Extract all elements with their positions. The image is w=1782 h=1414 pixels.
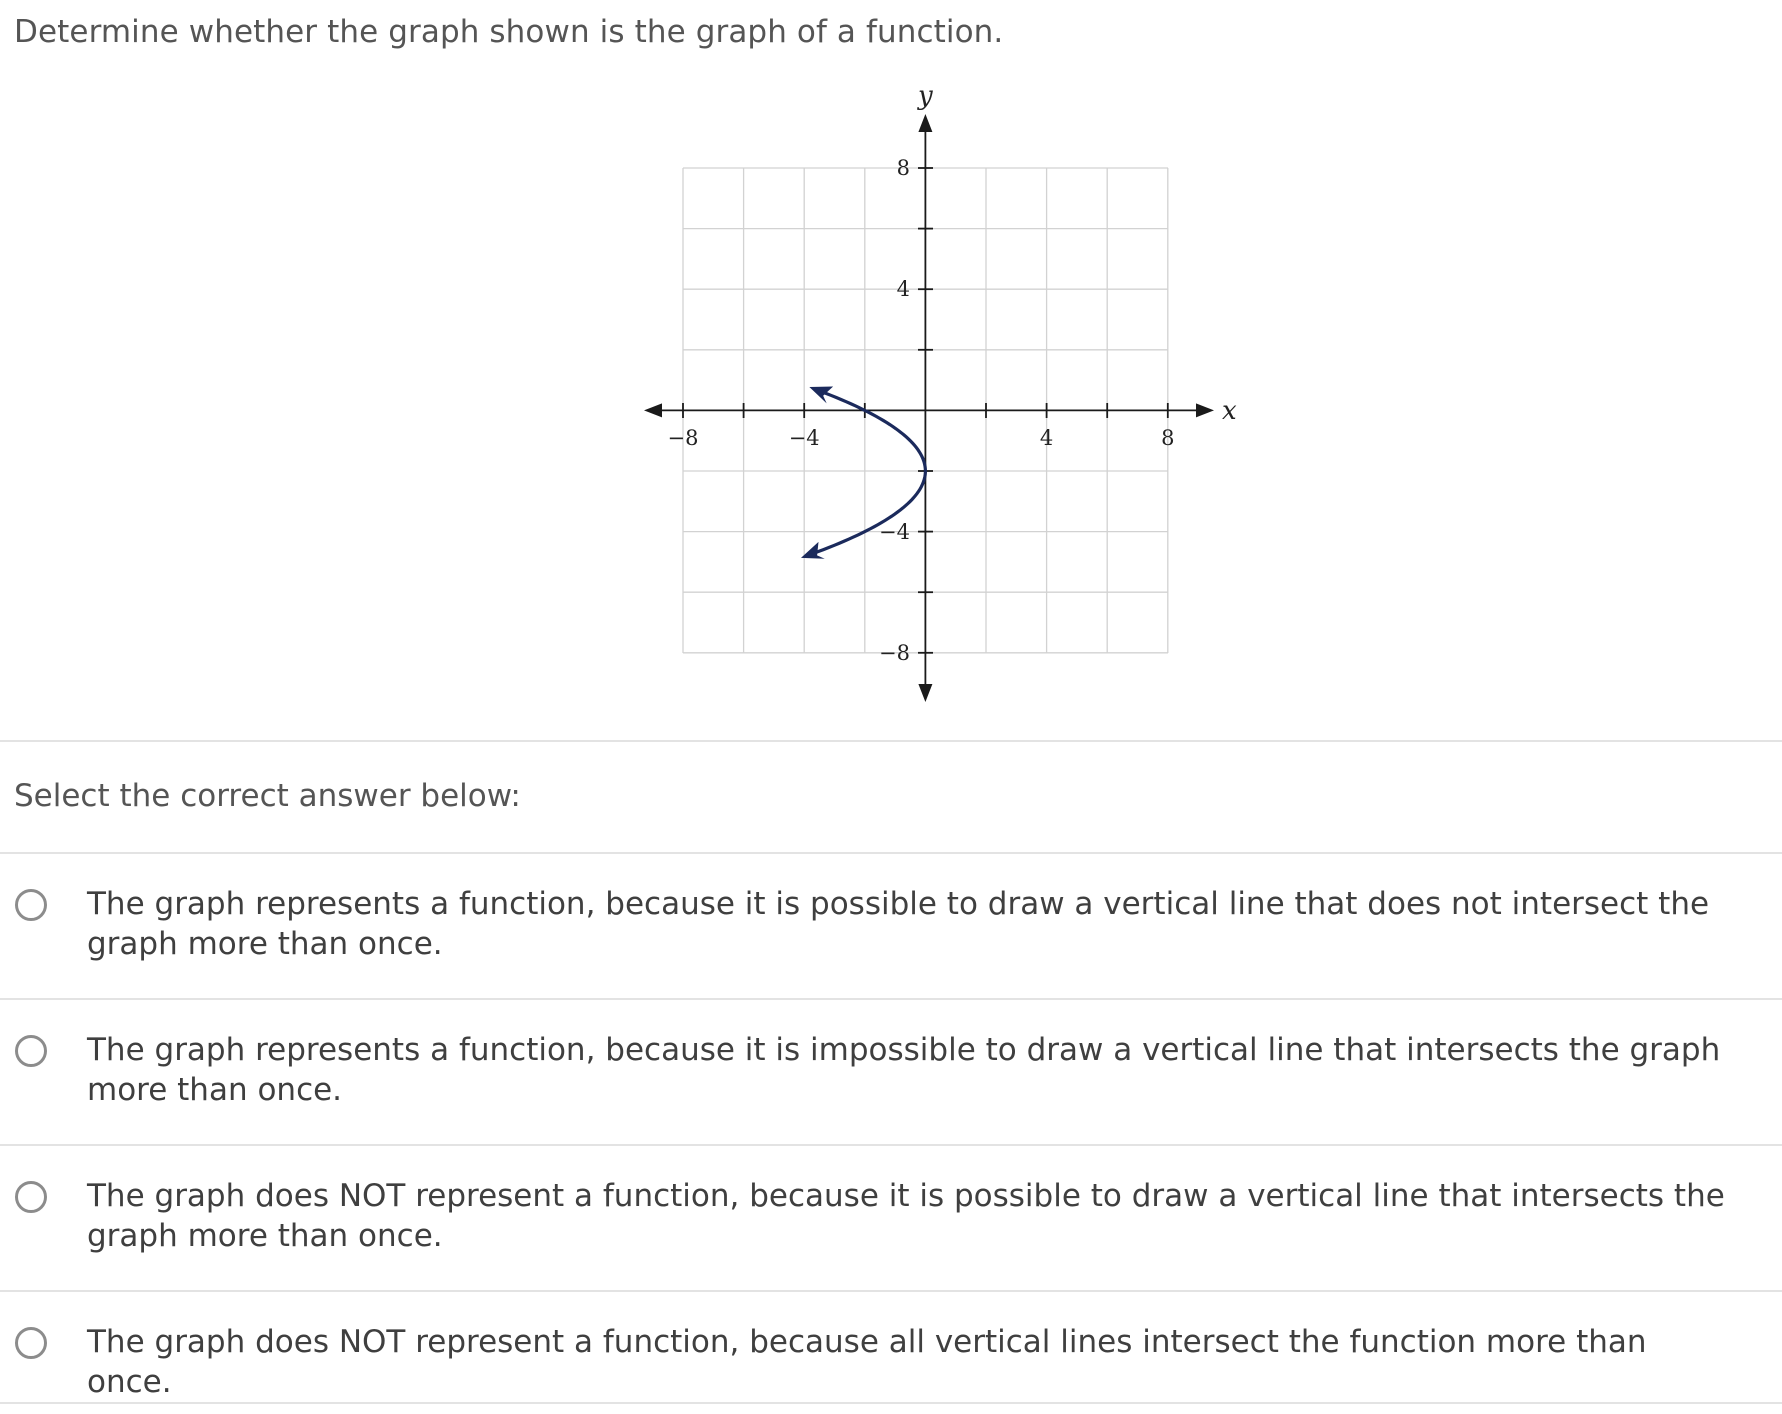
radio-button[interactable] xyxy=(15,889,47,921)
answer-option-3[interactable] xyxy=(0,1172,1782,1290)
divider xyxy=(0,1290,1782,1292)
y-tick-label: −4 xyxy=(879,520,910,544)
option-label: The graph does NOT represent a function, because all vertical lines intersect the function more than once. xyxy=(87,1324,1647,1400)
option-label: The graph represents a function, because it is impossible to draw a vertical line that intersects the graph more than once. xyxy=(87,1032,1721,1108)
x-tick-label: −4 xyxy=(788,426,820,450)
divider xyxy=(0,1144,1782,1146)
y-axis-bottom-arrow xyxy=(918,684,932,702)
x-axis-left-arrow xyxy=(644,403,662,417)
answer-option-1[interactable] xyxy=(0,880,1782,998)
tick-labels xyxy=(668,88,1237,665)
radio-button[interactable] xyxy=(15,1327,47,1359)
x-tick-label: −8 xyxy=(667,426,699,450)
divider xyxy=(0,998,1782,1000)
x-tick-label: 8 xyxy=(1161,426,1175,450)
option-label: The graph represents a function, because it is possible to draw a vertical line that does not intersect the graph more than once. xyxy=(87,886,1710,962)
answer-option-2[interactable] xyxy=(0,1026,1782,1144)
axes xyxy=(644,114,1214,702)
y-tick-label: −8 xyxy=(879,641,910,665)
y-tick-label: 4 xyxy=(896,277,910,301)
y-axis-top-arrow xyxy=(918,114,932,132)
answer-prompt: Select the correct answer below: xyxy=(14,778,521,814)
x-axis-label: x xyxy=(1222,396,1237,426)
y-axis-label: y xyxy=(918,88,933,111)
y-tick-label: 8 xyxy=(896,156,910,180)
radio-button[interactable] xyxy=(15,1181,47,1213)
option-label: The graph does NOT represent a function, because it is possible to draw a vertical line that intersects the graph more than once. xyxy=(87,1178,1725,1254)
divider xyxy=(0,1402,1782,1404)
answer-option-4[interactable] xyxy=(0,1318,1782,1398)
x-tick-label: 4 xyxy=(1039,426,1054,450)
graph-figure xyxy=(620,88,1250,708)
question-text: Determine whether the graph shown is the graph of a function. xyxy=(14,14,1004,50)
divider xyxy=(0,740,1782,742)
divider xyxy=(0,852,1782,854)
x-axis-right-arrow xyxy=(1196,403,1214,417)
radio-button[interactable] xyxy=(15,1035,47,1067)
